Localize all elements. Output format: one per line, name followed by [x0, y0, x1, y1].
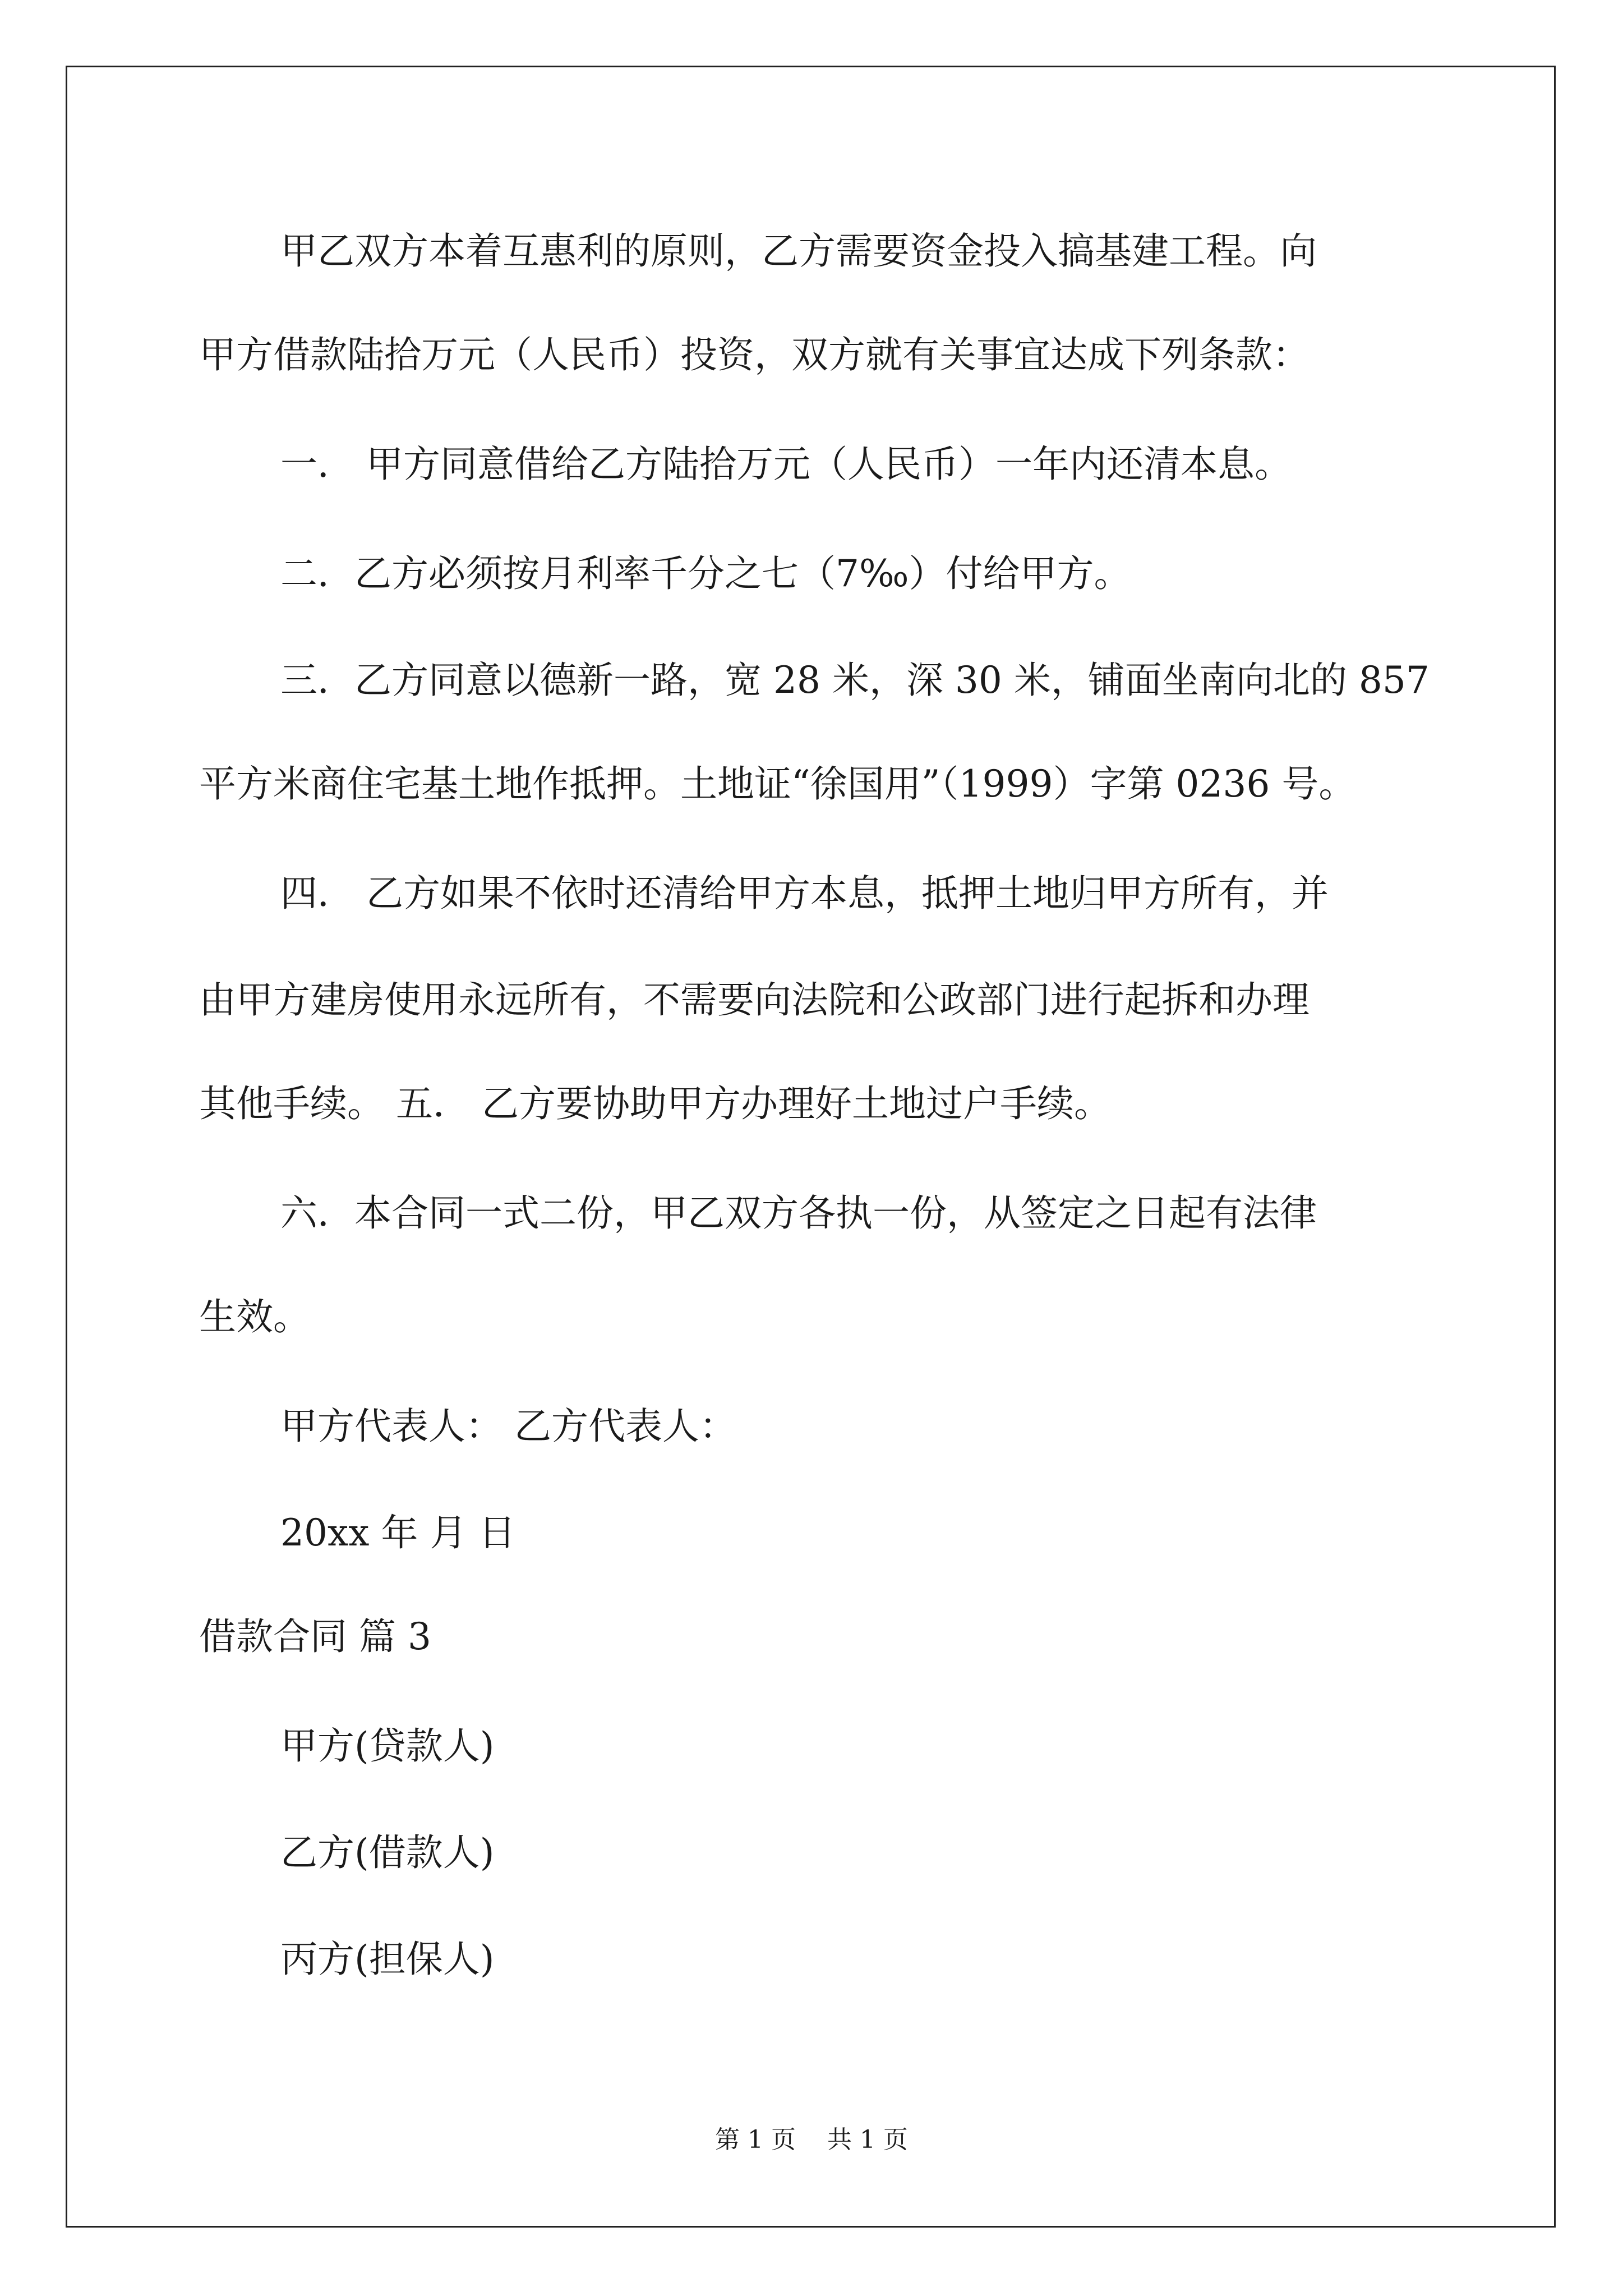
text-line: 丙方(担保人)	[280, 1938, 495, 1981]
text-line: 其他手续。 五． 乙方要协助甲方办理好土地过户手续。	[199, 1082, 1111, 1125]
text-line: 借款合同 篇 3	[199, 1615, 431, 1658]
page-footer: 第 1 页 共 1 页	[715, 2125, 908, 2154]
page-border	[66, 66, 1556, 2228]
text-line: 甲乙双方本着互惠利的原则，乙方需要资金投入搞基建工程。向	[280, 229, 1317, 273]
text-line: 乙方(借款人)	[280, 1831, 495, 1874]
text-line: 20xx 年 月 日	[280, 1511, 516, 1554]
text-line: 一． 甲方同意借给乙方陆拾万元（人民币）一年内还清本息。	[280, 443, 1292, 486]
text-line: 四． 乙方如果不依时还清给甲方本息，抵押土地归甲方所有，并	[280, 872, 1329, 915]
text-line: 平方米商住宅基土地作抵押。土地证“徐国用”（1999）字第 0236 号。	[199, 762, 1356, 806]
text-line: 生效。	[199, 1295, 310, 1338]
text-line: 二．乙方必须按月利率千分之七（7‰）付给甲方。	[280, 552, 1131, 595]
text-line: 甲方代表人： 乙方代表人：	[280, 1405, 736, 1448]
text-line: 三．乙方同意以德新一路，宽 28 米，深 30 米，铺面坐南向北的 857	[280, 659, 1430, 702]
text-line: 六．本合同一式二份，甲乙双方各执一份，从签定之日起有法律	[280, 1191, 1317, 1235]
text-line: 甲方(贷款人)	[280, 1724, 495, 1768]
text-line: 甲方借款陆拾万元（人民币）投资，双方就有关事宜达成下列条款：	[199, 333, 1310, 376]
text-line: 由甲方建房使用永远所有，不需要向法院和公政部门进行起拆和办理	[199, 978, 1310, 1022]
